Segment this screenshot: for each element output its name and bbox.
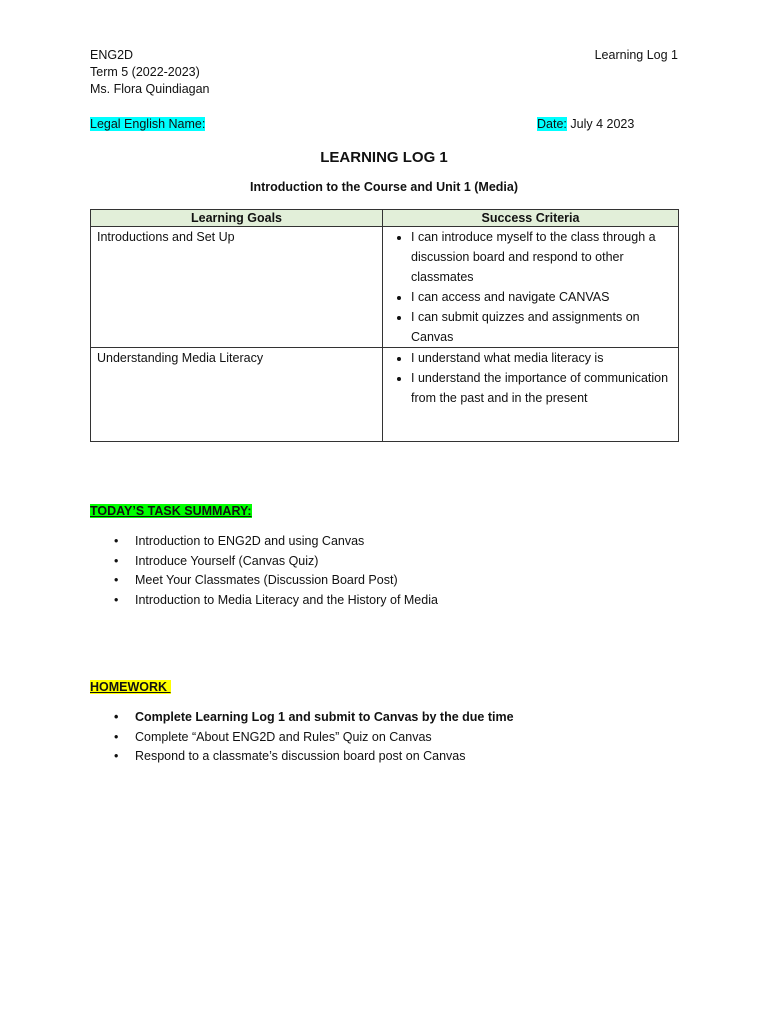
term: Term 5 (2022-2023) (90, 65, 200, 79)
task-summary-heading-text: TODAY’S TASK SUMMARY: (90, 504, 252, 518)
list-item: • Respond to a classmate’s discussion board post on Canvas (90, 747, 514, 767)
criteria-item: • I can access and navigate CANVAS (411, 287, 672, 307)
date-value: July 4 2023 (570, 117, 635, 131)
teacher-name: Ms. Flora Quindiagan (90, 82, 210, 96)
page-subtitle: Introduction to the Course and Unit 1 (Media) (249, 180, 519, 194)
list-item: • Introduction to Media Literacy and the History of Media (90, 591, 438, 611)
list-item: • Complete Learning Log 1 and submit to Canvas by the due time (90, 708, 514, 728)
table-row (91, 348, 679, 442)
date-label: Date: (537, 117, 567, 131)
column-header: Learning Goals (91, 210, 383, 227)
goal-cell: Understanding Media Literacy (91, 348, 383, 442)
list-item: • Introduce Yourself (Canvas Quiz) (90, 552, 438, 572)
task-list (90, 532, 438, 610)
legal-name-label: Legal English Name: (90, 117, 206, 131)
learning-goals-table (90, 209, 679, 442)
date-field (537, 116, 634, 133)
homework-list (90, 708, 514, 767)
list-item: • Introduction to ENG2D and using Canvas (90, 532, 438, 552)
goal-cell: Introductions and Set Up (91, 227, 383, 348)
legal-name-field (90, 116, 205, 133)
column-header: Success Criteria (383, 210, 679, 227)
list-item: • Complete “About ENG2D and Rules” Quiz on Canvas (90, 728, 514, 748)
table-row (91, 227, 679, 348)
list-item: • Meet Your Classmates (Discussion Board Post) (90, 571, 438, 591)
criteria-item: • I understand the importance of communication from the past and in the present (411, 368, 672, 408)
course-code: ENG2D (90, 48, 134, 62)
criteria-item: • I understand what media literacy is (411, 348, 672, 368)
criteria-cell (383, 227, 679, 348)
table-header-row (91, 210, 679, 227)
task-summary-heading (90, 503, 252, 520)
doc-label: Learning Log 1 (594, 48, 678, 62)
homework-heading-text: HOMEWORK (90, 680, 171, 694)
criteria-cell (383, 348, 679, 442)
criteria-item: • I can submit quizzes and assignments on Canvas (411, 307, 672, 347)
criteria-item: • I can introduce myself to the class through a discussion board and respond to other classmates (411, 227, 672, 287)
page-title: LEARNING LOG 1 (320, 149, 448, 166)
homework-heading (90, 679, 171, 696)
